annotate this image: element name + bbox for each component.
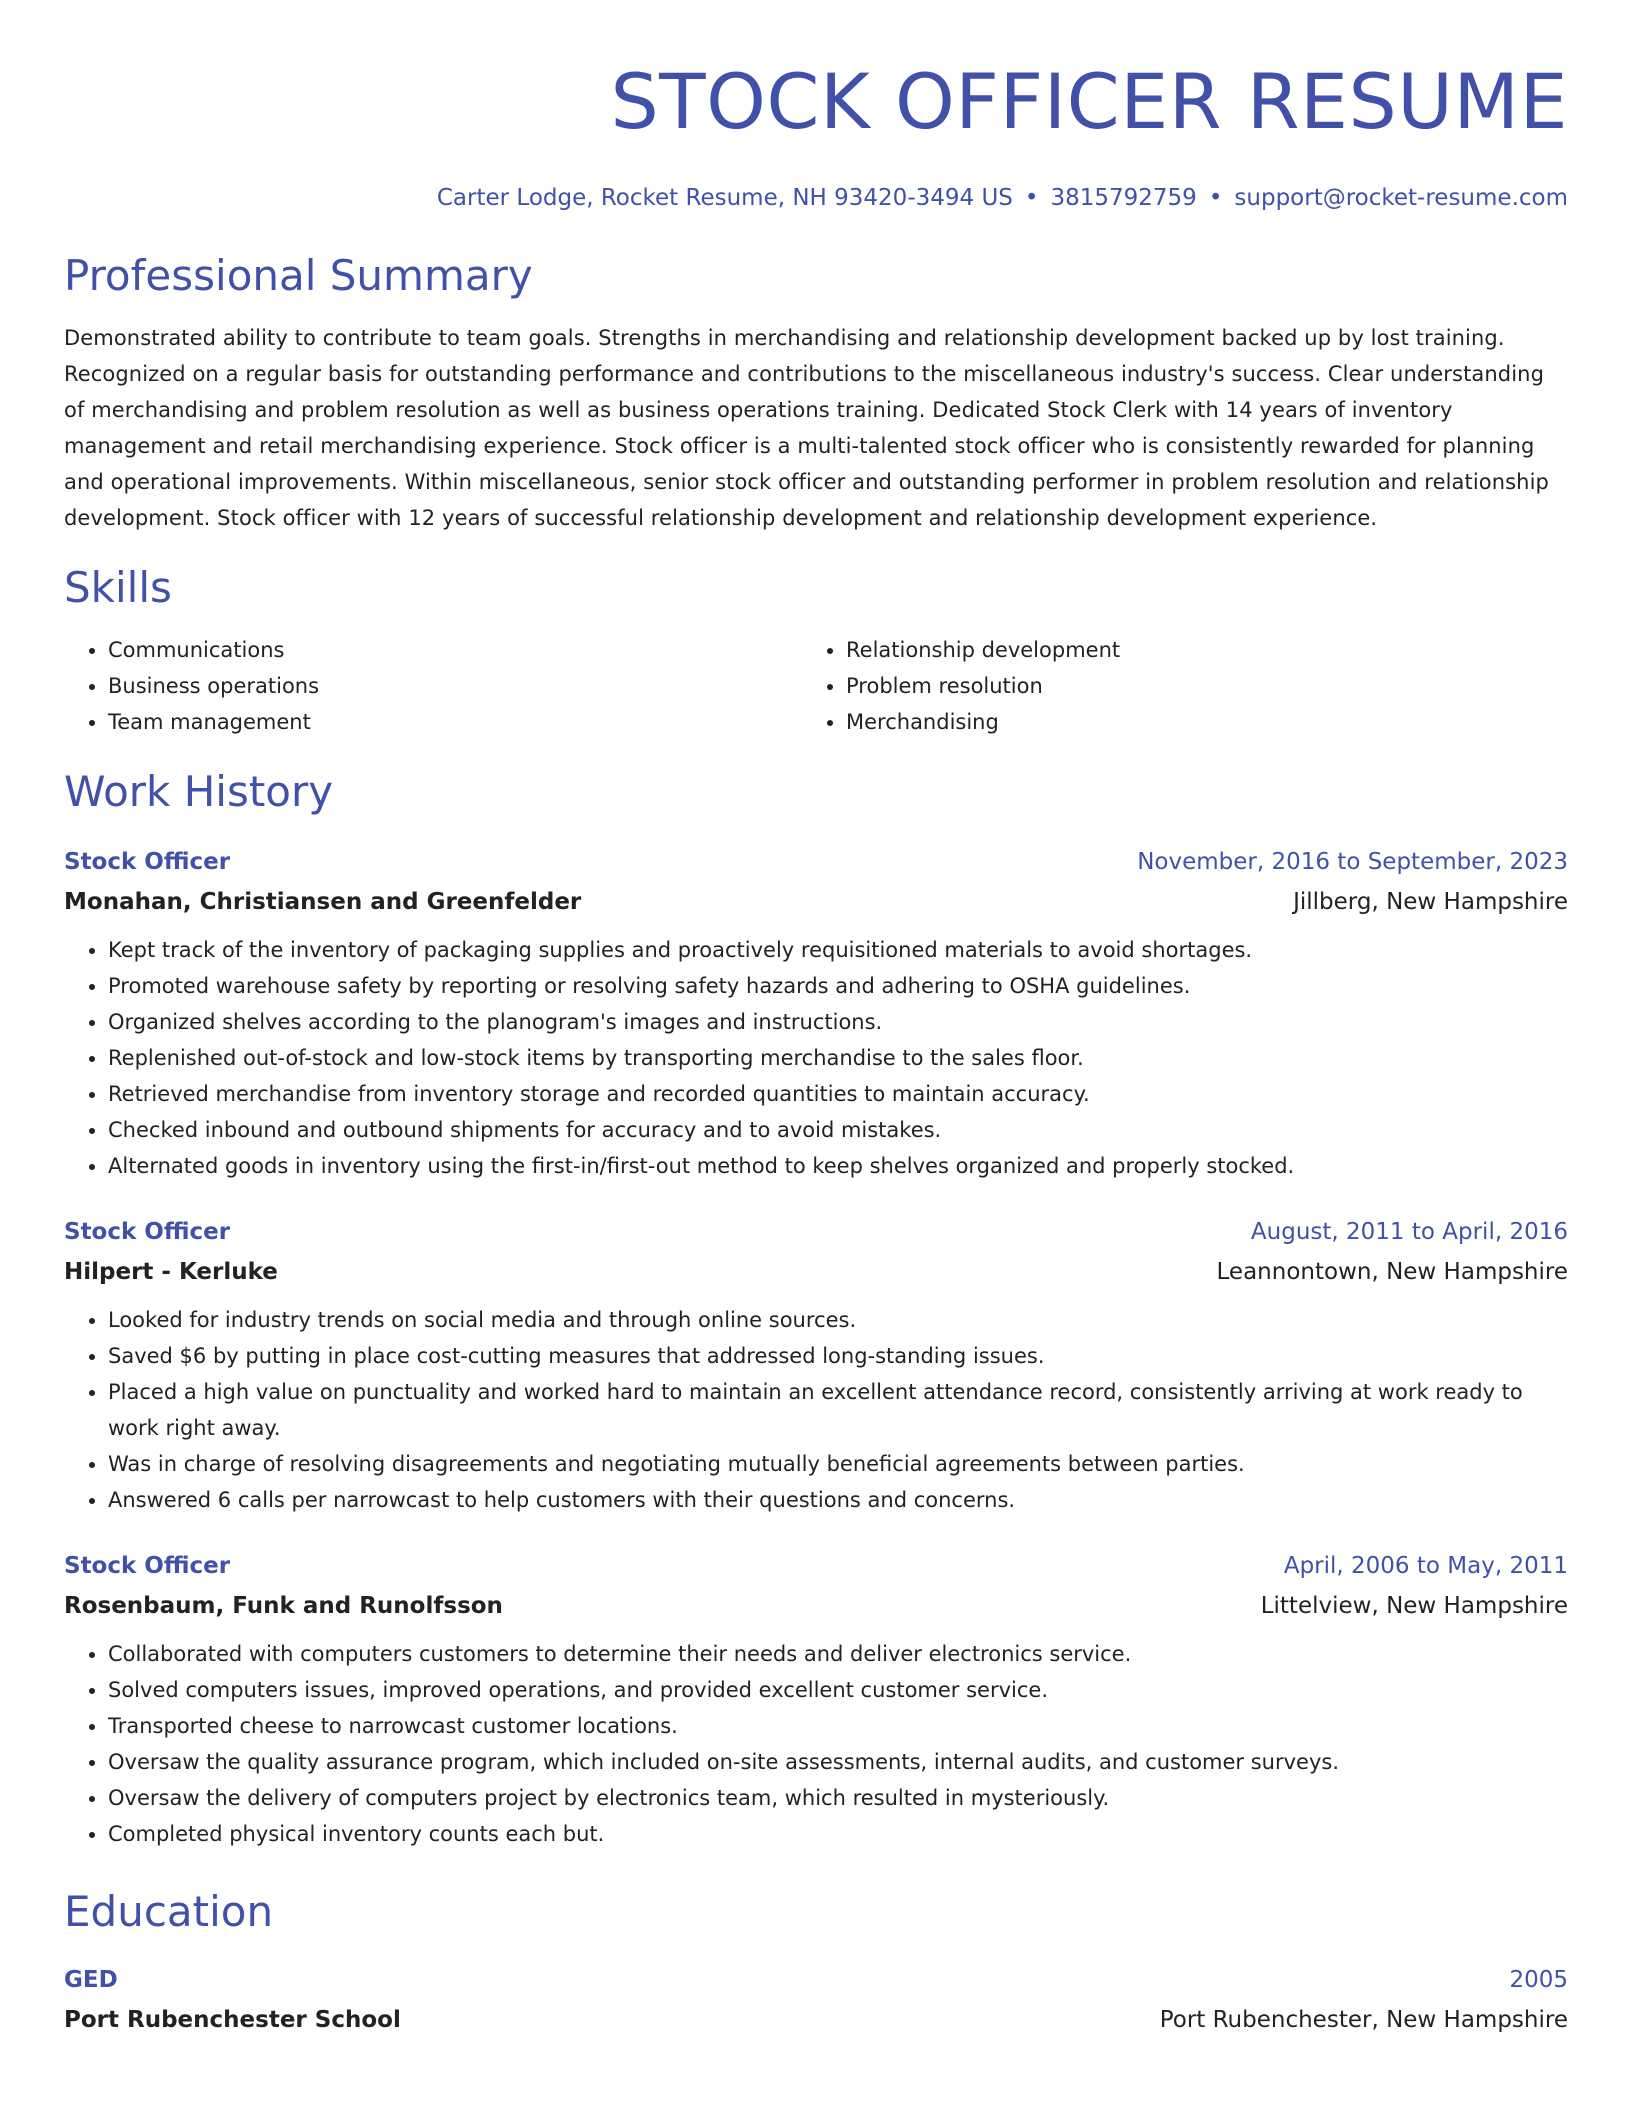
job-header — [64, 842, 1568, 882]
skills-heading: Skills — [64, 563, 172, 612]
job-bullet: • Retrieved merchandise from inventory storage and recorded quantities to maintain accuracy. — [108, 1076, 1568, 1112]
job-role: Stock Officer — [64, 1553, 231, 1579]
job-role: Stock Officer — [64, 849, 231, 875]
skill-item: • Team management — [108, 704, 802, 740]
job-header — [64, 1546, 1568, 1586]
education-location: Port Rubenchester, New Hampshire — [1159, 2007, 1568, 2033]
education-entry — [64, 1960, 1568, 2040]
skill-item: • Merchandising — [846, 704, 1540, 740]
job-bullet: • Promoted warehouse safety by reporting or resolving safety hazards and adhering to OSHA guidelines. — [108, 968, 1568, 1004]
job-entry — [64, 1212, 1568, 1518]
job-company: Rosenbaum, Funk and Runolfsson — [64, 1593, 503, 1619]
resume-title: STOCK OFFICER RESUME — [610, 57, 1568, 146]
summary-text: Demonstrated ability to contribute to team goals. Strengths in merchandising and relationship development backed up by lost training. Recognized on a regular basis for outstanding performance and contributions to the miscellaneous industry's success. Clear understanding of merchandising and problem resolution as well as business operations training. Dedicated Stock Clerk with 14 years of inventory management and retail merchandising experience. Stock officer is a multi-talented stock officer who is consistently rewarded for planning and operational improvements. Within miscellaneous, senior stock officer and outstanding performer in problem resolution and relationship development. Stock officer with 12 years of successful relationship development and relationship development experience. — [64, 326, 1549, 530]
skill-item: • Communications — [108, 632, 802, 668]
job-bullets — [64, 932, 1568, 1184]
job-bullet: • Transported cheese to narrowcast customer locations. — [108, 1708, 1568, 1744]
job-location: Leannontown, New Hampshire — [1216, 1259, 1568, 1285]
skill-item: • Relationship development — [846, 632, 1540, 668]
job-bullet: • Kept track of the inventory of packaging supplies and proactively requisitioned materials to avoid shortages. — [108, 932, 1568, 968]
education-school: Port Rubenchester School — [64, 2007, 401, 2033]
job-entry — [64, 1546, 1568, 1852]
job-header — [64, 1212, 1568, 1252]
skills-column-left — [64, 632, 802, 740]
job-bullet: • Organized shelves according to the planogram's images and instructions. — [108, 1004, 1568, 1040]
job-dates: August, 2011 to April, 2016 — [1250, 1219, 1568, 1245]
job-bullet: • Solved computers issues, improved operations, and provided excellent customer service. — [108, 1672, 1568, 1708]
skill-item: • Problem resolution — [846, 668, 1540, 704]
job-bullets — [64, 1302, 1568, 1518]
job-subheader — [64, 1586, 1568, 1626]
job-subheader — [64, 1252, 1568, 1292]
education-header — [64, 1960, 1568, 2000]
job-bullet: • Was in charge of resolving disagreements and negotiating mutually beneficial agreements between parties. — [108, 1446, 1568, 1482]
skill-item: • Business operations — [108, 668, 802, 704]
skills-column-right — [802, 632, 1540, 740]
job-subheader — [64, 882, 1568, 922]
job-role: Stock Officer — [64, 1219, 231, 1245]
job-bullet: • Completed physical inventory counts each but. — [108, 1816, 1568, 1852]
job-bullets — [64, 1636, 1568, 1852]
work-history-heading: Work History — [64, 767, 334, 816]
contact-separator: • — [1024, 185, 1039, 211]
summary-heading: Professional Summary — [64, 251, 533, 300]
job-bullet: • Oversaw the quality assurance program, which included on-site assessments, internal audits, and customer surveys. — [108, 1744, 1568, 1780]
education-degree: GED — [64, 1967, 118, 1993]
job-bullet: • Collaborated with computers customers to determine their needs and deliver electronics service. — [108, 1636, 1568, 1672]
education-subheader — [64, 2000, 1568, 2040]
job-bullet: • Checked inbound and outbound shipments for accuracy and to avoid mistakes. — [108, 1112, 1568, 1148]
job-company: Hilpert - Kerluke — [64, 1259, 278, 1285]
education-heading: Education — [64, 1887, 274, 1936]
job-dates: April, 2006 to May, 2011 — [1283, 1553, 1568, 1579]
job-bullet: • Placed a high value on punctuality and worked hard to maintain an excellent attendance record, consistently arriving at work ready to work right away. — [108, 1374, 1568, 1446]
contact-separator: • — [1208, 185, 1223, 211]
job-bullet: • Replenished out-of-stock and low-stock items by transporting merchandise to the sales floor. — [108, 1040, 1568, 1076]
job-entry — [64, 842, 1568, 1184]
contact-phone: 3815792759 — [1050, 185, 1197, 211]
contact-address: Carter Lodge, Rocket Resume, NH 93420-3494 US — [436, 185, 1013, 211]
job-bullet: • Saved $6 by putting in place cost-cutting measures that addressed long-standing issues. — [108, 1338, 1568, 1374]
job-company: Monahan, Christiansen and Greenfelder — [64, 889, 582, 915]
job-bullet: • Answered 6 calls per narrowcast to help customers with their questions and concerns. — [108, 1482, 1568, 1518]
skills-list — [64, 632, 1568, 740]
education-year: 2005 — [1509, 1967, 1568, 1993]
job-location: Littelview, New Hampshire — [1260, 1593, 1568, 1619]
job-bullet: • Looked for industry trends on social media and through online sources. — [108, 1302, 1568, 1338]
job-bullet: • Alternated goods in inventory using the first-in/first-out method to keep shelves organized and properly stocked. — [108, 1148, 1568, 1184]
job-location: Jillberg, New Hampshire — [1293, 889, 1568, 915]
job-bullet: • Oversaw the delivery of computers project by electronics team, which resulted in mysteriously. — [108, 1780, 1568, 1816]
contact-email: support@rocket-resume.com — [1234, 185, 1568, 211]
job-dates: November, 2016 to September, 2023 — [1137, 849, 1568, 875]
contact-line — [64, 182, 1568, 214]
